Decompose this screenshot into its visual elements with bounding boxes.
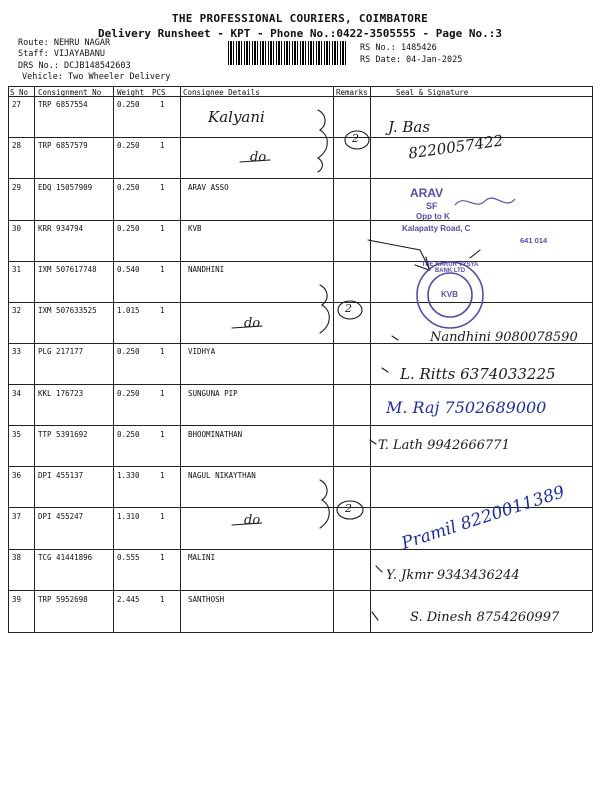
row-sno: 36 xyxy=(12,471,22,480)
row-rule xyxy=(8,425,592,426)
bank-seal-center: KVB xyxy=(441,290,458,299)
row-weight: 0.250 xyxy=(117,389,140,398)
handwritten-remark: 2 xyxy=(352,132,359,145)
row-rule xyxy=(8,384,592,385)
drs-label: DRS No.: DCJB14854260З xyxy=(18,61,131,71)
col-header-sno: S No xyxy=(10,88,29,97)
route-label: Route: NEHRU NAGAR xyxy=(18,38,111,48)
row-pcs: 1 xyxy=(160,430,165,439)
row-consignee: KVB xyxy=(188,224,202,233)
row-consignment: IXM 507617748 xyxy=(38,265,97,274)
runsheet-subtitle: Delivery Runsheet - KPT - Phone No.:0422-3505555 - Page No.:3 xyxy=(98,27,502,40)
row-weight: 0.540 xyxy=(117,265,140,274)
handwritten-remark: 2 xyxy=(345,502,352,515)
handwritten-ditto: do xyxy=(244,513,261,528)
row-rule xyxy=(8,466,592,467)
row-sno: 39 xyxy=(12,595,22,604)
row-rule xyxy=(8,261,592,262)
rs-no-label: RS No.: 1485426 xyxy=(360,43,437,53)
handwritten-signature: Nandhini 9080078590 xyxy=(430,330,578,345)
col-header-consignee: Consignee Details xyxy=(183,88,260,97)
row-rule xyxy=(8,178,592,179)
tick-mark xyxy=(392,336,398,340)
row-weight: 1.310 xyxy=(117,512,140,521)
rs-date-label: RS Date: 04-Jan-2025 xyxy=(360,55,463,65)
row-sno: 33 xyxy=(12,347,22,356)
handwritten-signature: Pramil 8220011389 xyxy=(399,482,568,554)
handwritten-ditto: do xyxy=(250,150,267,165)
row-pcs: 1 xyxy=(160,265,165,274)
row-pcs: 1 xyxy=(160,224,165,233)
handwritten-signature: Y. Jkmr 9343436244 xyxy=(386,568,520,583)
row-pcs: 1 xyxy=(160,389,165,398)
row-consignee: MALINI xyxy=(188,553,216,562)
row-weight: 0.250 xyxy=(117,224,140,233)
row-pcs: 1 xyxy=(160,512,165,521)
column-rule xyxy=(180,86,181,632)
col-header-seal: Seal & Signature xyxy=(396,88,469,97)
row-consignment: TCG 41441896 xyxy=(38,553,93,562)
remark-bracket xyxy=(320,285,329,333)
row-pcs: 1 xyxy=(160,100,165,109)
tick-mark xyxy=(376,566,382,572)
handwritten-remark: 2 xyxy=(345,302,352,315)
handwritten-signature: M. Raj 7502689000 xyxy=(386,398,547,417)
table-bottom-rule xyxy=(8,632,592,633)
row-weight: 0.250 xyxy=(117,183,140,192)
remark-bracket xyxy=(320,480,329,528)
row-rule xyxy=(8,220,592,221)
col-header-remarks: Remarks xyxy=(336,88,368,97)
row-sno: 29 xyxy=(12,183,22,192)
tick-mark xyxy=(382,368,388,372)
row-consignee: ARAV ASSO xyxy=(188,183,229,192)
stamp-line: Kalapatty Road, C xyxy=(402,224,471,233)
tick-mark xyxy=(470,250,480,258)
row-consignment: PLG 217177 xyxy=(38,347,84,356)
row-sno: 34 xyxy=(12,389,22,398)
row-pcs: 1 xyxy=(160,553,165,562)
column-rule xyxy=(370,86,371,632)
row-consignment: KKL 176723 xyxy=(38,389,84,398)
row-sno: 35 xyxy=(12,430,22,439)
row-consignee: NANDHINI xyxy=(188,265,225,274)
row-consignee: BHOOMINATHAN xyxy=(188,430,243,439)
row-sno: 28 xyxy=(12,141,22,150)
remark-bracket xyxy=(318,110,327,172)
row-consignment: TRP 6857554 xyxy=(38,100,88,109)
row-pcs: 1 xyxy=(160,595,165,604)
column-rule xyxy=(333,86,334,632)
row-weight: 0.250 xyxy=(117,347,140,356)
col-header-weight: Weight xyxy=(117,88,145,97)
row-weight: 2.445 xyxy=(117,595,140,604)
row-pcs: 1 xyxy=(160,183,165,192)
row-weight: 0.250 xyxy=(117,141,140,150)
handwritten-signature: T. Lath 9942666771 xyxy=(378,438,510,453)
stamp-scribble xyxy=(455,198,515,205)
row-rule xyxy=(8,590,592,591)
row-sno: 27 xyxy=(12,100,22,109)
handwritten-signature: L. Ritts 6374033225 xyxy=(400,365,556,383)
row-sno: 31 xyxy=(12,265,22,274)
stamp-line: Opp to K xyxy=(416,212,450,221)
stamp-title: ARAV xyxy=(410,186,444,200)
row-weight: 0.250 xyxy=(117,100,140,109)
column-rule xyxy=(592,86,593,632)
stamp-line: SF xyxy=(426,201,438,211)
column-rule xyxy=(113,86,114,632)
table-top-rule xyxy=(8,86,592,87)
stamp-line: 641 014 xyxy=(520,236,548,245)
company-title: THE PROFESSIONAL COURIERS, COIMBATORE xyxy=(171,12,429,25)
row-sno: 32 xyxy=(12,306,22,315)
row-consignee: VIDHYA xyxy=(188,347,216,356)
row-consignee: SANTHOSH xyxy=(188,595,225,604)
row-pcs: 1 xyxy=(160,306,165,315)
row-sno: 37 xyxy=(12,512,22,521)
row-consignment: DPI 455137 xyxy=(38,471,84,480)
row-sno: 30 xyxy=(12,224,22,233)
row-rule xyxy=(8,302,592,303)
col-header-pcs: PCS xyxy=(152,88,166,97)
handwritten-consignee: Kalyani xyxy=(208,108,265,126)
row-pcs: 1 xyxy=(160,141,165,150)
row-weight: 0.250 xyxy=(117,430,140,439)
handwritten-phone: 8220057422 xyxy=(407,131,505,163)
row-weight: 0.555 xyxy=(117,553,140,562)
row-sno: 38 xyxy=(12,553,22,562)
barcode xyxy=(228,41,348,65)
row-consignment: TRP 5952698 xyxy=(38,595,88,604)
row-pcs: 1 xyxy=(160,471,165,480)
handwritten-signature: J. Bas xyxy=(388,118,431,136)
vehicle-label: Vehicle: Two Wheeler Delivery xyxy=(22,72,171,82)
row-rule xyxy=(8,549,592,550)
bank-seal-text: THE KARUR VYSYA BANK LTD xyxy=(421,262,479,274)
row-consignment: DPI 455247 xyxy=(38,512,84,521)
row-consignment: EDQ 15057909 xyxy=(38,183,93,192)
column-rule xyxy=(8,86,9,632)
column-rule xyxy=(34,86,35,632)
row-consignee: NAGUL NIKAYTHAN xyxy=(188,471,256,480)
row-rule xyxy=(8,137,592,138)
row-consignment: TRP 6857579 xyxy=(38,141,88,150)
col-header-consignment: Consignment No xyxy=(38,88,102,97)
row-weight: 1.330 xyxy=(117,471,140,480)
row-consignment: TTP 5391692 xyxy=(38,430,88,439)
row-consignment: IXM 507633525 xyxy=(38,306,97,315)
handwritten-ditto: do xyxy=(244,316,261,331)
handwritten-signature: S. Dinesh 8754260997 xyxy=(410,610,560,625)
tick-mark xyxy=(372,612,378,620)
row-weight: 1.015 xyxy=(117,306,140,315)
row-consignment: KRR 934794 xyxy=(38,224,84,233)
row-consignee: SUNGUNA PIP xyxy=(188,389,238,398)
staff-label: Staff: VIJAYABANU xyxy=(18,49,105,59)
row-pcs: 1 xyxy=(160,347,165,356)
